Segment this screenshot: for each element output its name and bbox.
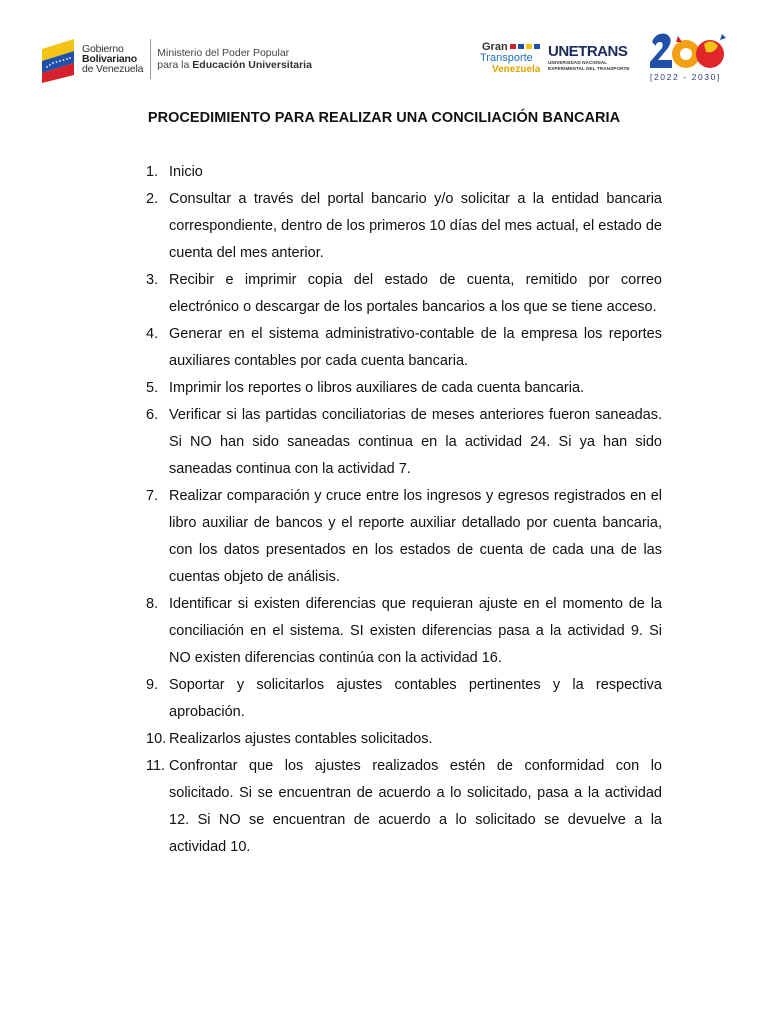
list-item — [146, 726, 662, 753]
step-text: Soportar y solicitarlos ajustes contables pertinentes y la respectiva aprobación. — [169, 677, 662, 720]
list-item — [146, 267, 662, 321]
list-item — [146, 483, 662, 591]
ministry-line-1: Ministerio del Poder Popular — [157, 47, 290, 59]
gov-line-2: Bolivariano — [82, 53, 137, 65]
gran-transporte-logo — [478, 40, 540, 84]
government-logo — [40, 34, 312, 84]
list-item — [146, 375, 662, 402]
gt-line-1: Gran — [482, 41, 508, 53]
step-number: 4. — [146, 326, 159, 342]
list-item — [146, 591, 662, 672]
list-item — [146, 672, 662, 726]
step-number: 5. — [146, 380, 159, 396]
step-number: 2. — [146, 191, 159, 207]
step-text: Verificar si las partidas conciliatorias de meses anteriores fueron saneadas. Si NO han sido saneadas continua en la actividad 24. Si ya han sido saneadas continua con la actividad 7. — [169, 407, 662, 477]
page-title: PROCEDIMIENTO PARA REALIZAR UNA CONCILIACIÓN BANCARIA — [147, 110, 621, 126]
step-text: Consultar a través del portal bancario y/o solicitar a la entidad bancaria correspondiente, dentro de los primeros 10 días del mes actual, el estado de cuenta del mes anterior. — [169, 191, 662, 261]
step-text: Realizarlos ajustes contables solicitados. — [169, 731, 433, 747]
step-text: Confrontar que los ajustes realizados estén de conformidad con lo solicitado. Si se encuentran de acuerdo a lo solicitado, pasa a la actividad 12. Si NO se encuentran de acuerdo a lo solicitado se devuelve a la actividad 10. — [169, 758, 662, 855]
gov-line-1: Gobierno — [82, 43, 124, 55]
step-number: 10. — [146, 731, 167, 747]
unetrans-logo — [548, 44, 636, 80]
list-item — [146, 159, 662, 186]
ministry-name — [157, 47, 312, 71]
plan-2030-years: [2022 - 2030] — [650, 72, 721, 82]
procedure-steps-list — [146, 159, 662, 861]
step-number: 1. — [146, 164, 159, 180]
step-text: Inicio — [169, 164, 203, 180]
step-text: Identificar si existen diferencias que requieran ajuste en el momento de la conciliación en el sistema. SI existen diferencias pasa a la actividad 9. Si NO existen diferencias continúa con la actividad 16. — [169, 596, 662, 666]
page-header — [0, 0, 768, 100]
unetrans-sub-2: EXPERIMENTAL DEL TRANSPORTE — [548, 65, 630, 71]
ministry-line-2-prefix: para la — [157, 59, 193, 71]
list-item — [146, 321, 662, 375]
list-item — [146, 186, 662, 267]
step-number: 11. — [146, 758, 166, 774]
step-number: 7. — [146, 488, 159, 504]
venezuela-flag-icon — [40, 35, 78, 83]
gov-line-3: de Venezuela — [82, 63, 144, 75]
logo-divider — [150, 39, 151, 79]
step-text: Generar en el sistema administrativo-contable de la empresa los reportes auxiliares contables por cada cuenta bancaria. — [169, 326, 662, 369]
ministry-line-2-bold: Educación Universitaria — [192, 59, 312, 71]
step-number: 8. — [146, 596, 159, 612]
step-number: 9. — [146, 677, 159, 693]
plan-2030-emblem-icon — [648, 30, 732, 72]
step-text: Realizar comparación y cruce entre los ingresos y egresos registrados en el libro auxiliar de bancos y el reporte auxiliar detallado por cuenta bancaria, con los datos presentados en los estados de cuenta de cada una de las cuentas objeto de análisis. — [169, 488, 662, 585]
list-item — [146, 753, 662, 861]
gt-line-2: Transporte — [480, 52, 533, 64]
plan-2030-logo — [648, 30, 732, 86]
government-name — [82, 44, 143, 74]
step-text: Imprimir los reportes o libros auxiliares de cada cuenta bancaria. — [169, 380, 585, 396]
gt-line-3: Venezuela — [492, 64, 541, 75]
unetrans-name: UNETRANS — [548, 43, 628, 60]
step-number: 6. — [146, 407, 159, 423]
unetrans-sub-1: UNIVERSIDAD NACIONAL — [548, 60, 608, 65]
step-text: Recibir e imprimir copia del estado de cuenta, remitido por correo electrónico o descargar de los portales bancarios a los que se tiene acceso. — [169, 272, 662, 315]
transport-icons — [510, 43, 540, 51]
step-number: 3. — [146, 272, 159, 288]
list-item — [146, 402, 662, 483]
